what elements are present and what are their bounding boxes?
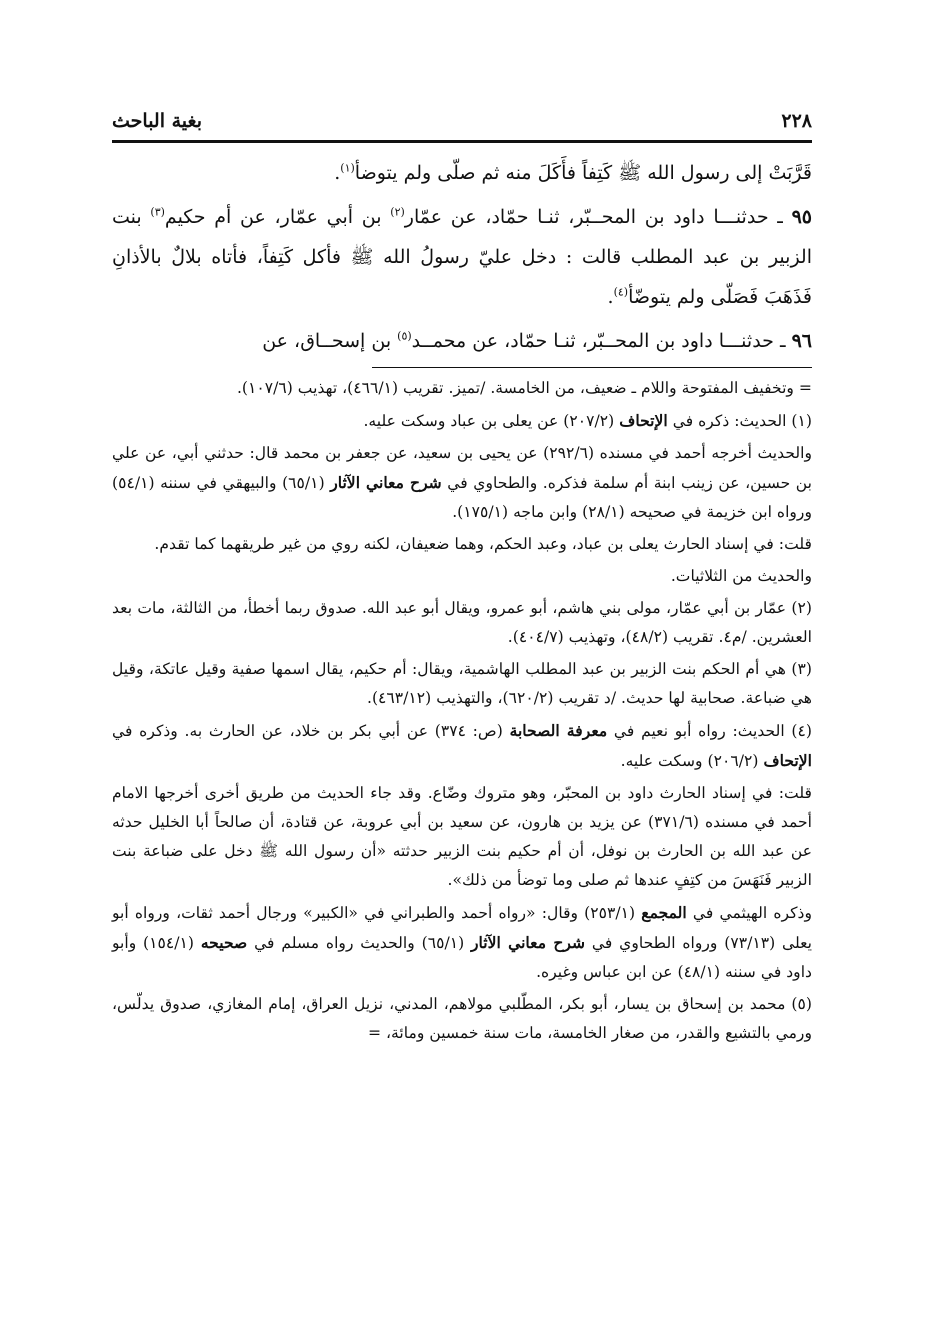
hadith-number: ٩٥ [791, 206, 812, 228]
footnotes [112, 374, 812, 1048]
footnote-5: (٥) محمد بن إسحاق بن يسار، أبو بكر، المطّلبي مولاهم، المدني، نزيل العراق، إمام المغازي، صدوق يدلّس، ورمي بالتشيع والقدر، من صغار الخامسة، مات سنة خمسين ومائة، = [112, 995, 812, 1042]
book-title: بغية الباحث [112, 110, 202, 132]
footnote-1-para-4: والحديث من الثلاثيات. [670, 567, 812, 585]
hadith-number: ٩٦ [791, 330, 812, 352]
footnote-ref-4: (٤) [613, 285, 629, 299]
footnote-ref-5: (٥) [397, 329, 412, 343]
footnote-4: (٤) الحديث: رواه أبو نعيم في معرفة الصحابة (ص: ٣٧٤) عن أبي بكر بن خلاد، عن الحارث به. وذكره في الإتحاف (٢٠٦/٢) وسكت عليه. [112, 721, 812, 770]
footnote-continuation: = وتخفيف المفتوحة واللام ـ ضعيف، من الخامسة. /تميز. تقريب (٤٦٦/١)، تهذيب (١٠٧/٦). [236, 379, 812, 397]
footnote-3: (٣) هي أم الحكم بنت الزبير بن عبد المطلب الهاشمية، ويقال: أم حكيم، يقال اسمها صفية وقيل عاتكة، وقيل هي ضباعة. صحابية لها حديث. /د تقريب (٦٢٠/٢)، والتهذيب (٤٦٣/١٢). [112, 660, 812, 707]
hadith-95: ٩٥ ـ حدثنـــا داود بن المحــبّر، ثنـا حمّاد، عن عمّار$^{(٢)}$ بن أبي عمّار، عن أم حكيم$^{(٣)}$ بنت الزبير بن عبد المطلب قالت : دخل عليّ رسولُ الله ﷺ فأكل كَتِفاً، فأتاه بلالٌ بالأذانِ فَذَهَبَ فَصَلّى ولم يتوضّأ$^{(٤)}$. [112, 205, 812, 308]
footnote-1-para-2: والحديث أخرجه أحمد في مسنده (٢٩٢/٦) عن يحيى بن سعيد، عن جعفر بن محمد قال: حدثني أبي، عن علي بن حسين، عن زينب ابنة أم سلمة فذكره. والطحاوي في شرح معاني الآثار (٦٥/١) والبيهقي في سننه (٥٤/١) ورواه ابن خزيمة في صحيحه (٢٨/١) وابن ماجه (١٧٥/١). [112, 444, 813, 521]
footnote-rule [372, 367, 812, 368]
page-number: ٢٢٨ [781, 110, 812, 132]
footnote-ref-3: (٣) [150, 205, 165, 219]
main-text [112, 153, 812, 361]
header-rule [112, 140, 812, 143]
footnote-4-para-3: وذكره الهيثمي في المجمع (٢٥٣/١) وقال: «رواه أحمد والطبراني في «الكبير» ورجال أحمد ثقات، ورواه أبو يعلى (٧٣/١٣) ورواه الطحاوي في شرح معاني الآثار (٦٥/١) والحديث رواه مسلم في صحيحه (١٥٤/١) وأبو داود في سننه (٤٨/١) عن ابن عباس وغيره. [112, 903, 812, 981]
footnote-ref-1: (١) [340, 161, 355, 175]
footnote-ref-2: (٢) [390, 205, 405, 219]
footnote-2: (٢) عمّار بن أبي عمّار، مولى بني هاشم، أبو عمرو، ويقال أبو عبد الله. صدوق ربما أخطأ، من الثالثة، مات بعد العشرين. /م٤. تقريب (٤٨/٢)، وتهذيب (٤٠٤/٧). [112, 599, 812, 646]
book-page [112, 92, 812, 1051]
footnote-1-para-3: قلت: في إسناد الحارث يعلى بن عباد، وعبد الحكم، وهما ضعيفان، لكنه روي من غير طريقهما كما تقدم. [154, 535, 812, 553]
main-paragraph-1: قَرَّبَتْ إلى رسول الله ﷺ كَتِفاً فأَكَلَ منه ثم صلّى ولم يتوضأ$^{(١)}$. [334, 161, 812, 184]
page-header [112, 92, 812, 132]
hadith-96: ٩٦ ـ حدثنـــا داود بن المحــبّر، ثنـا حمّاد، عن محمــد$^{(٥)}$ بن إسحــاق، عن [262, 329, 812, 352]
footnote-1: (١) الحديث: ذكره في الإتحاف (٢٠٧/٢) عن يعلى بن عباد وسكت عليه. [363, 411, 812, 430]
footnote-4-para-2: قلت: في إسناد الحارث داود بن المحبّر، وهو متروك وضّاع. وقد جاء الحديث من طريق أخرى أخرجها الامام أحمد في مسنده (٣٧١/٦) عن يزيد بن هارون، عن سعيد بن أبي عروبة، عن قتادة، أن صالحاً أبا الخليل حدثه عن عبد الله بن الحارث بن نوفل، أن أم حكيم بنت الزبير حدثته «أن رسول الله ﷺ دخل على ضباعة بنت الزبير فَنَهَسَ من كتِفٍ عندها ثم صلى وما توضأ من ذلك». [112, 784, 812, 889]
